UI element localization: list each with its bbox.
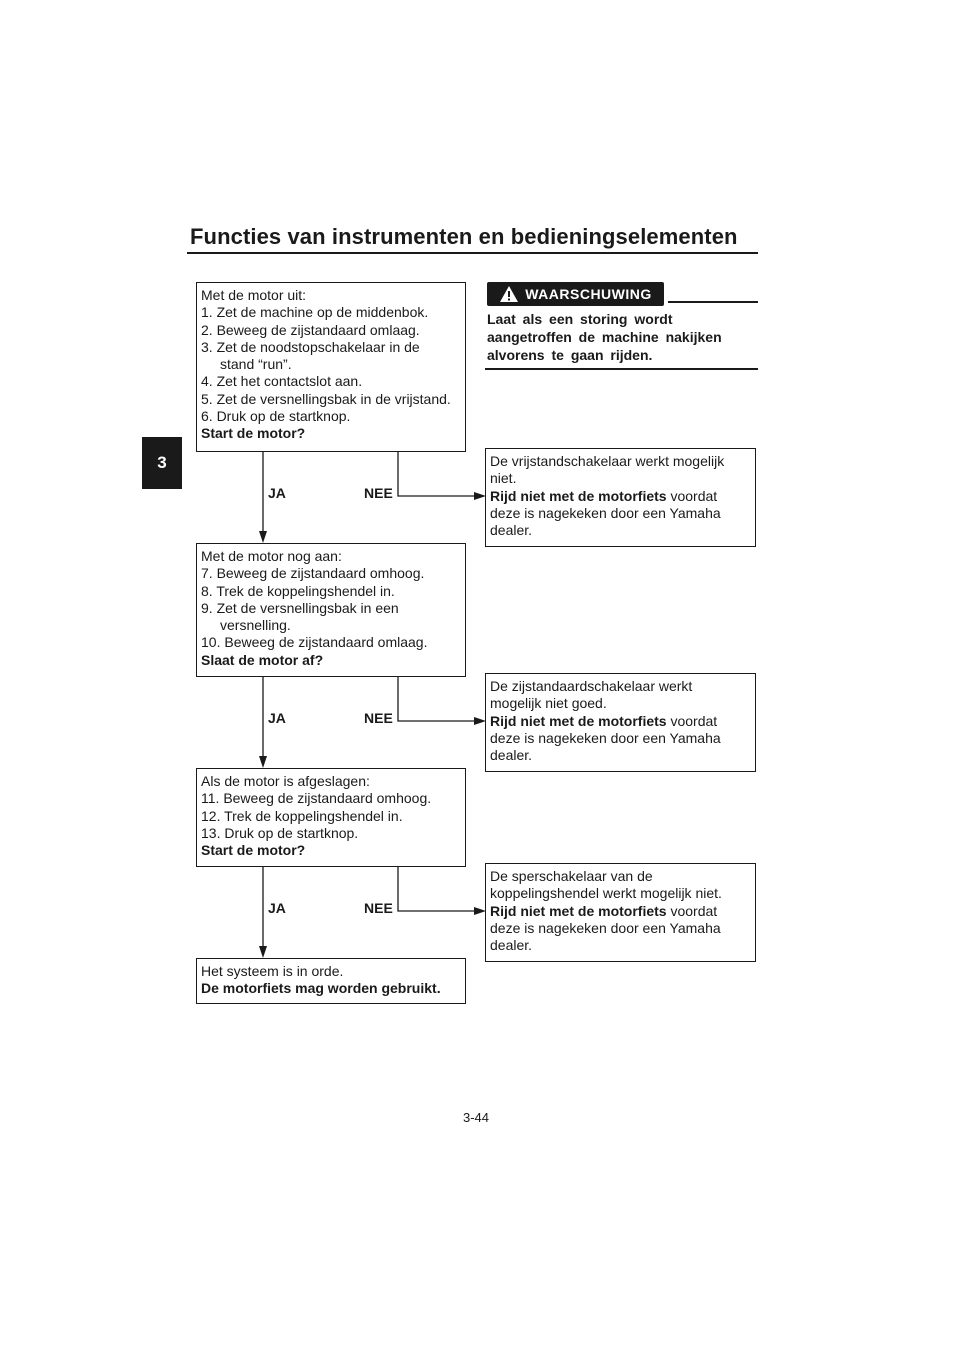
step-1-line: 5. Zet de versnellingsbak in de vrijstand. xyxy=(201,390,451,407)
fail-1-line: niet. xyxy=(490,470,517,487)
warning-rule-top xyxy=(668,301,758,303)
fail-3-line: dealer. xyxy=(490,937,533,954)
warning-triangle-icon xyxy=(499,285,519,303)
fail-1-line: deze is nagekeken door een Yamaha xyxy=(490,504,721,521)
connector-no-2 xyxy=(398,677,475,721)
fail-3-bold: Rijd niet met de motorfiets xyxy=(490,902,667,919)
page-title: Functies van instrumenten en bedieningselementen xyxy=(190,224,738,249)
step-2-line: versnelling. xyxy=(220,617,291,634)
step-1-line: stand “run”. xyxy=(220,356,292,373)
step-3-line: 12. Trek de koppelingshendel in. xyxy=(201,807,403,824)
step-1-line: 3. Zet de noodstopschakelaar in de xyxy=(201,338,420,355)
step-3-box xyxy=(196,768,466,867)
step-3-line: Als de motor is afgeslagen: xyxy=(201,773,370,789)
fail-2-line: dealer. xyxy=(490,747,533,764)
step-3-question: Start de motor? xyxy=(201,842,306,859)
warning-text: Laat als een storing wordt aangetroffen de machine nakijken alvorens te gaan rijden. xyxy=(487,311,722,363)
final-conclusion: De motorfiets mag worden gebruikt. xyxy=(201,980,441,997)
fail-2-line: De zijstandaardschakelaar werkt xyxy=(490,678,693,694)
fail-3-after: voordat xyxy=(666,902,718,919)
step-1-line: Met de motor uit: xyxy=(201,287,307,303)
warning-rule-bottom xyxy=(485,368,758,370)
arrowhead-yes-3 xyxy=(259,946,267,958)
arrowhead-yes-2 xyxy=(259,756,267,768)
step-3-line: 13. Druk op de startknop. xyxy=(201,824,359,841)
step-1-line: 2. Beweeg de zijstandaard omlaag. xyxy=(201,321,420,338)
fail-2-after: voordat xyxy=(666,712,718,729)
final-line: Het systeem is in orde. xyxy=(201,963,344,979)
step-1-line: 4. Zet het contactslot aan. xyxy=(201,373,363,390)
chapter-tab: 3 xyxy=(142,437,182,489)
fail-1-line: dealer. xyxy=(490,522,533,539)
warning-heading xyxy=(487,282,664,306)
fail-2-line: mogelijk niet goed. xyxy=(490,695,607,712)
fail-3-box xyxy=(485,863,756,962)
warning-label: WAARSCHUWING xyxy=(525,286,652,302)
step-1-line: 1. Zet de machine op de middenbok. xyxy=(201,304,429,321)
step-1-question: Start de motor? xyxy=(201,425,306,442)
step-3-line: 11. Beweeg de zijstandaard omhoog. xyxy=(201,790,432,807)
step-2-line: Met de motor nog aan: xyxy=(201,548,342,564)
fail-3-line: De sperschakelaar van de xyxy=(490,868,653,884)
fail-2-instruction xyxy=(490,713,751,730)
step-3-yes-label: JA xyxy=(268,900,286,916)
final-box xyxy=(196,958,466,1004)
step-2-box xyxy=(196,543,466,677)
step-1-line: 6. Druk op de startknop. xyxy=(201,408,351,425)
step-2-line: 10. Beweeg de zijstandaard omlaag. xyxy=(201,634,428,651)
step-3-no-label: NEE xyxy=(364,900,393,916)
connector-no-3 xyxy=(398,867,475,911)
fail-1-after: voordat xyxy=(666,487,718,504)
step-2-line: 7. Beweeg de zijstandaard omhoog. xyxy=(201,565,425,582)
fail-3-line: koppelingshendel werkt mogelijk niet. xyxy=(490,885,722,902)
page-number: 3-44 xyxy=(463,1110,490,1125)
step-2-question: Slaat de motor af? xyxy=(201,651,324,668)
step-1-no-label: NEE xyxy=(364,485,393,501)
fail-2-line: deze is nagekeken door een Yamaha xyxy=(490,729,721,746)
step-2-line: 9. Zet de versnellingsbak in een xyxy=(201,599,399,616)
arrowhead-yes-1 xyxy=(259,531,267,543)
fail-3-line: deze is nagekeken door een Yamaha xyxy=(490,919,721,936)
step-1-yes-label: JA xyxy=(268,485,286,501)
step-2-line: 8. Trek de koppelingshendel in. xyxy=(201,582,395,599)
step-2-yes-label: JA xyxy=(268,710,286,726)
fail-2-bold: Rijd niet met de motorfiets xyxy=(490,712,667,729)
fail-1-instruction xyxy=(490,488,751,505)
fail-1-box xyxy=(485,448,756,547)
step-1-box xyxy=(196,282,466,452)
fail-3-instruction xyxy=(490,903,751,920)
fail-1-bold: Rijd niet met de motorfiets xyxy=(490,487,667,504)
fail-2-box xyxy=(485,673,756,772)
fail-1-line: De vrijstandschakelaar werkt mogelijk xyxy=(490,453,725,469)
connector-no-1 xyxy=(398,452,475,496)
step-2-no-label: NEE xyxy=(364,710,393,726)
